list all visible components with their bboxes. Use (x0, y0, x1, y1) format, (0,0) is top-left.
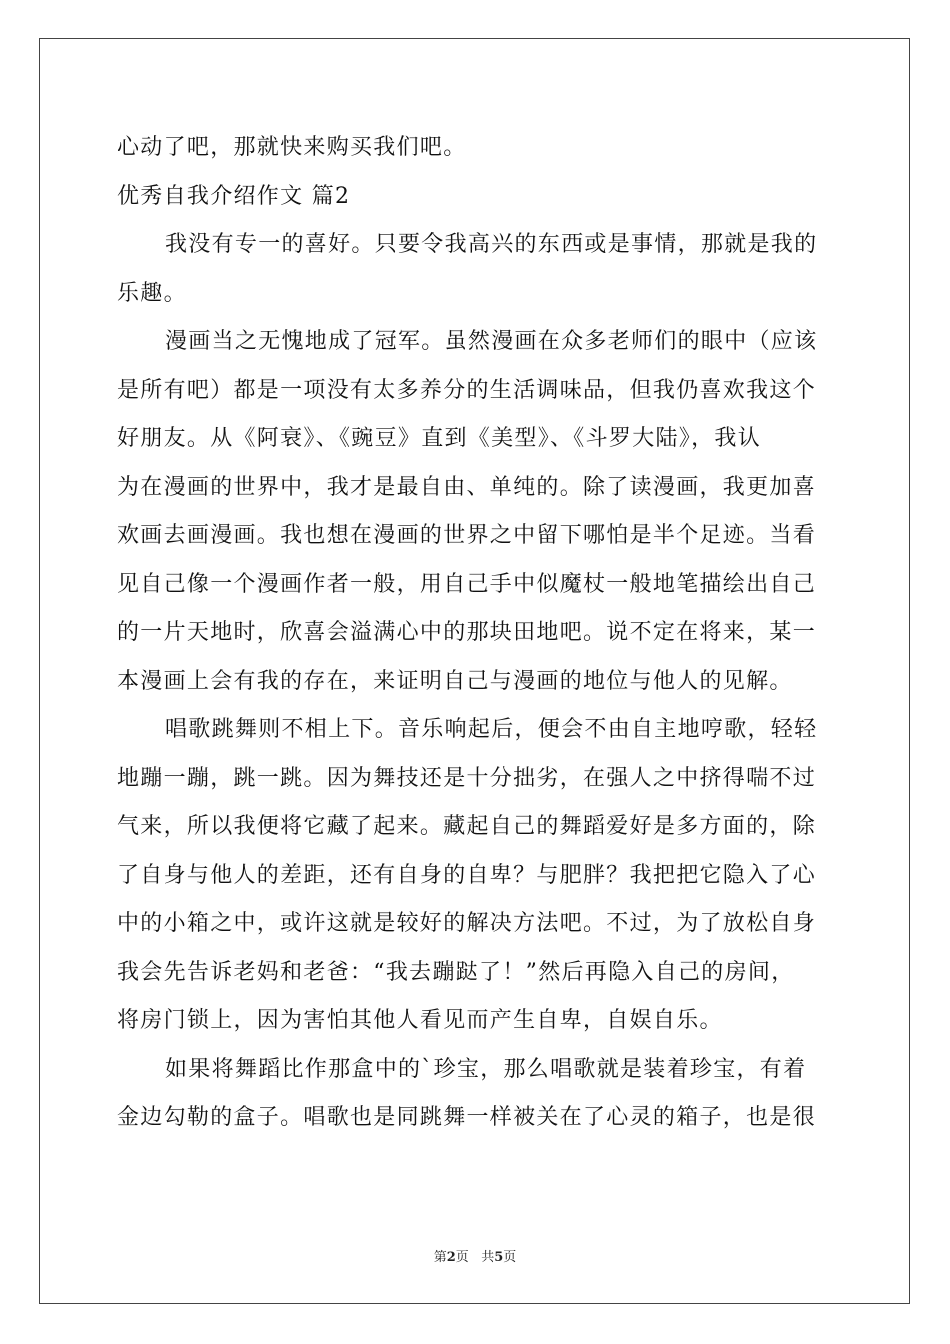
text-line: 地蹦一蹦，跳一跳。因为舞技还是十分拙劣，在强人之中挤得喘不过 (117, 765, 817, 791)
section-heading: 优秀自我介绍作文 篇2 (117, 183, 351, 209)
text-line: 欢画去画漫画。我也想在漫画的世界之中留下哪怕是半个足迹。当看 (117, 523, 817, 548)
document-body (117, 128, 833, 1147)
total-unit: 页 (503, 1250, 517, 1265)
text-line: 见自己像一个漫画作者一般，用自己手中似魔杖一般地笔描绘出自己 (117, 571, 817, 597)
text-line: 金边勾勒的盒子。唱歌也是同跳舞一样被关在了心灵的箱子，也是很 (117, 1105, 817, 1130)
text-line: 为在漫画的世界中，我才是最自由、单纯的。除了读漫画，我更加喜 (117, 474, 817, 500)
page-unit: 页 (455, 1250, 469, 1265)
page-total: 5 (494, 1250, 504, 1265)
text-line: 如果将舞蹈比作那盒中的`珍宝，那么唱歌就是装着珍宝，有着 (165, 1056, 807, 1082)
text-line: 漫画当之无愧地成了冠军。虽然漫画在众多老师们的眼中（应该 (165, 329, 818, 354)
page-prefix: 第 (433, 1250, 447, 1265)
text-line: 心动了吧，那就快来购买我们吧。 (117, 135, 467, 160)
page-current: 2 (446, 1250, 456, 1265)
text-line: 将房门锁上，因为害怕其他人看见而产生自卑，自娱自乐。 (117, 1008, 723, 1033)
text-line: 乐趣。 (117, 280, 187, 306)
text-line: 气来，所以我便将它藏了起来。藏起自己的舞蹈爱好是多方面的，除 (117, 814, 817, 839)
text-line: 中的小箱之中，或许这就是较好的解决方法吧。不过，为了放松自身 (117, 911, 817, 936)
text-line: 的一片天地时，欣喜会溢满心中的那块田地吧。说不定在将来，某一 (117, 620, 817, 645)
text-line: 我会先告诉老妈和老爸：“我去蹦跶了！”然后再隐入自己的房间， (117, 959, 795, 985)
text-line: 是所有吧）都是一项没有太多养分的生活调味品，但我仍喜欢我这个 (117, 377, 817, 403)
text-line: 了自身与他人的差距，还有自身的自卑？与肥胖？我把把它隐入了心 (117, 862, 817, 888)
text-line: 好朋友。从《阿衰》、《豌豆》直到《美型》、《斗罗大陆》，我认 (117, 426, 762, 451)
page-footer (0, 1246, 950, 1265)
total-prefix: 共 (481, 1250, 495, 1265)
text-line: 唱歌跳舞则不相上下。音乐响起后，便会不由自主地哼歌，轻轻 (165, 717, 818, 742)
text-line: 我没有专一的喜好。只要令我高兴的东西或是事情，那就是我的 (165, 232, 818, 257)
text-line: 本漫画上会有我的存在，来证明自己与漫画的地位与他人的见解。 (117, 668, 793, 694)
